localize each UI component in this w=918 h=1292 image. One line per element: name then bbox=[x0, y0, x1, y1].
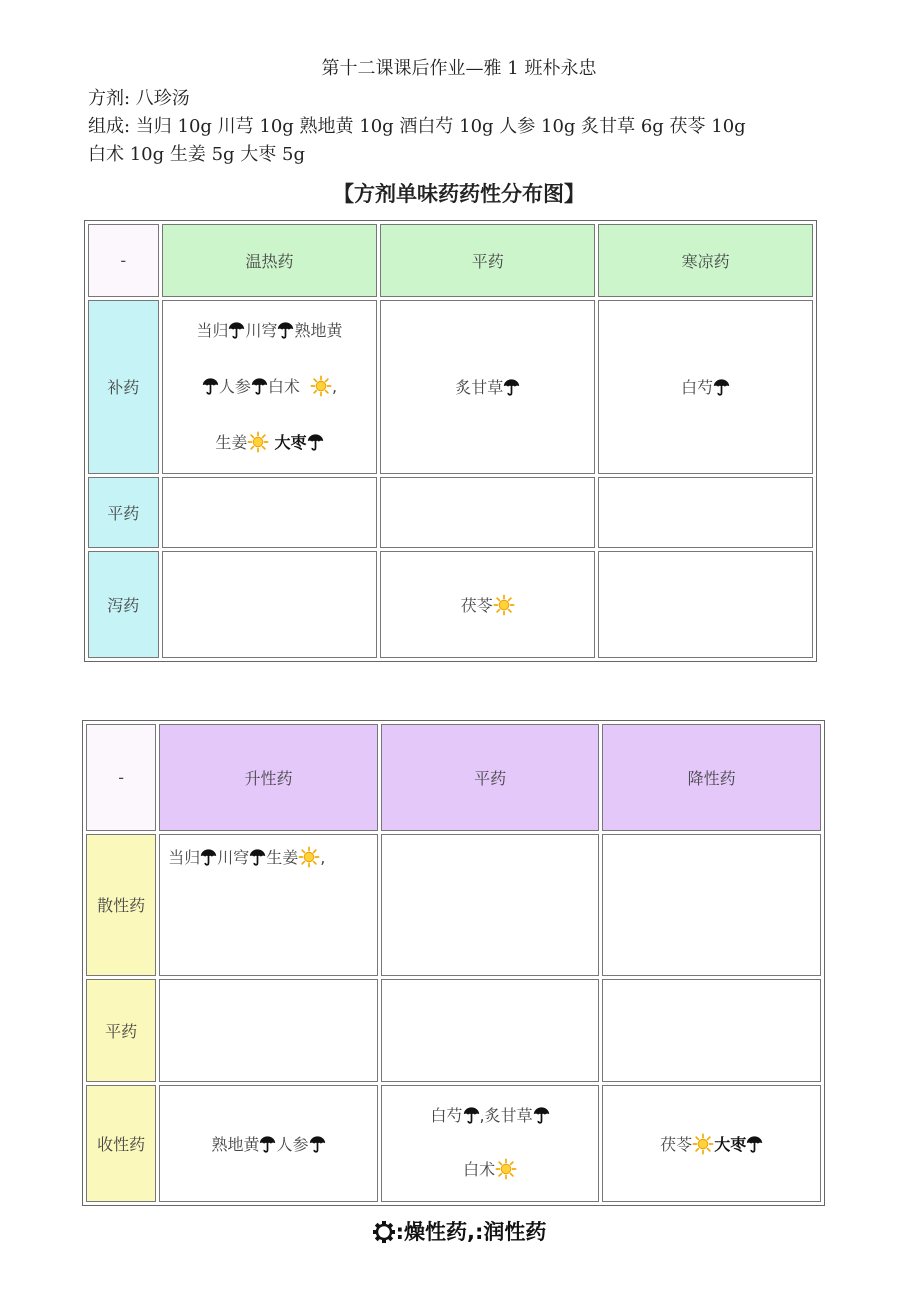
table1-row-purge: 泻药 bbox=[88, 551, 159, 658]
umbrella-icon bbox=[463, 1106, 480, 1124]
herb-shudihuang: 熟地黄 bbox=[211, 1134, 260, 1154]
table2-row-neutral: 平药 bbox=[86, 979, 156, 1082]
umbrella-icon bbox=[746, 1135, 763, 1153]
herb-renshen: 人参 bbox=[276, 1134, 309, 1154]
herb-zhigancao: 炙甘草 bbox=[455, 378, 504, 398]
herb-shengjiang: 生姜 bbox=[266, 848, 299, 868]
umbrella-icon bbox=[202, 377, 219, 395]
umbrella-icon bbox=[200, 848, 217, 866]
herb-baizhu: 白术 bbox=[267, 376, 300, 396]
chart-title: 【方剂单味药药性分布图】 bbox=[333, 182, 585, 206]
umbrella-icon bbox=[309, 1135, 326, 1153]
cell-tonic-warm bbox=[162, 300, 378, 475]
table1-header-warm: 温热药 bbox=[162, 224, 378, 297]
herb-danggui: 当归 bbox=[196, 320, 229, 340]
page-title: 第十二课课后作业—雅 1 班朴永忠 bbox=[321, 58, 597, 79]
table1-row-tonic: 补药 bbox=[88, 300, 159, 475]
herb-dazao: 大枣 bbox=[274, 432, 307, 452]
table2-header-neutral: 平药 bbox=[381, 724, 600, 831]
herb-fuling: 茯苓 bbox=[460, 595, 493, 615]
herb-baishao: 白芍 bbox=[681, 378, 714, 398]
umbrella-icon bbox=[307, 433, 324, 451]
sun-icon bbox=[692, 1133, 714, 1155]
sun-icon bbox=[310, 375, 332, 397]
table2-corner: - bbox=[86, 724, 156, 831]
cell-purge-neutral bbox=[380, 551, 595, 658]
table1-header-neutral: 平药 bbox=[380, 224, 595, 297]
gear-icon bbox=[372, 1220, 396, 1244]
cell-tonic-cold bbox=[598, 300, 813, 475]
herb-chuanxiong: 川穹 bbox=[245, 320, 278, 340]
cell-empty bbox=[598, 477, 813, 548]
herb-renshen: 人参 bbox=[218, 376, 251, 396]
umbrella-icon bbox=[277, 321, 294, 339]
table1-corner: - bbox=[88, 224, 159, 297]
sun-icon bbox=[298, 846, 320, 868]
herb-baishao: 白芍 bbox=[430, 1106, 463, 1126]
herb-shengjiang: 生姜 bbox=[215, 432, 248, 452]
umbrella-icon bbox=[228, 321, 245, 339]
herb-baizhu: 白术 bbox=[463, 1160, 496, 1180]
herb-dazao: 大枣 bbox=[714, 1134, 747, 1154]
sun-icon bbox=[495, 1158, 517, 1180]
herb-danggui: 当归 bbox=[168, 848, 201, 868]
herb-chuanxiong: 川穹 bbox=[217, 848, 250, 868]
cell-empty bbox=[598, 551, 813, 658]
umbrella-icon bbox=[533, 1106, 550, 1124]
separator: , bbox=[332, 376, 338, 396]
herb-zhigancao: ,炙甘草 bbox=[479, 1106, 533, 1126]
cell-collect-neutral bbox=[381, 1085, 600, 1202]
cell-empty bbox=[381, 979, 600, 1082]
table2-header-descend: 降性药 bbox=[602, 724, 821, 831]
table2-header-rise: 升性药 bbox=[159, 724, 378, 831]
herb-shudihuang: 熟地黄 bbox=[294, 320, 343, 340]
umbrella-icon bbox=[713, 378, 730, 396]
cell-tonic-neutral bbox=[380, 300, 595, 475]
formula-line: 方剂: 八珍汤 bbox=[88, 88, 190, 109]
cell-empty bbox=[159, 979, 378, 1082]
sun-icon bbox=[247, 431, 269, 453]
umbrella-icon bbox=[259, 1135, 276, 1153]
composition-line-1: 组成: 当归 10g 川芎 10g 熟地黄 10g 酒白芍 10g 人参 10g 炙甘草 6g 茯苓 10g bbox=[88, 116, 746, 137]
sun-icon bbox=[493, 594, 515, 616]
property-table-direction bbox=[82, 720, 825, 1206]
herb-fuling: 茯苓 bbox=[660, 1134, 693, 1154]
umbrella-icon bbox=[249, 848, 266, 866]
cell-empty bbox=[602, 834, 821, 976]
legend-dry-label: :燥性药, bbox=[395, 1220, 475, 1244]
cell-collect-rise bbox=[159, 1085, 378, 1202]
legend bbox=[0, 1216, 918, 1246]
table1-header-cold: 寒凉药 bbox=[598, 224, 813, 297]
cell-disperse-rise bbox=[159, 834, 378, 976]
cell-empty bbox=[380, 477, 595, 548]
table2-row-disperse: 散性药 bbox=[86, 834, 156, 976]
separator: , bbox=[320, 848, 326, 868]
cell-empty bbox=[162, 477, 378, 548]
cell-empty bbox=[381, 834, 600, 976]
cell-empty bbox=[162, 551, 378, 658]
table1-row-neutral: 平药 bbox=[88, 477, 159, 548]
umbrella-icon bbox=[503, 378, 520, 396]
composition-line-2: 白术 10g 生姜 5g 大枣 5g bbox=[88, 144, 305, 165]
table2-row-collect: 收性药 bbox=[86, 1085, 156, 1202]
cell-collect-descend bbox=[602, 1085, 821, 1202]
umbrella-icon bbox=[251, 377, 268, 395]
property-table-temperature bbox=[84, 220, 817, 662]
legend-moist-label: :润性药 bbox=[474, 1220, 547, 1244]
cell-empty bbox=[602, 979, 821, 1082]
